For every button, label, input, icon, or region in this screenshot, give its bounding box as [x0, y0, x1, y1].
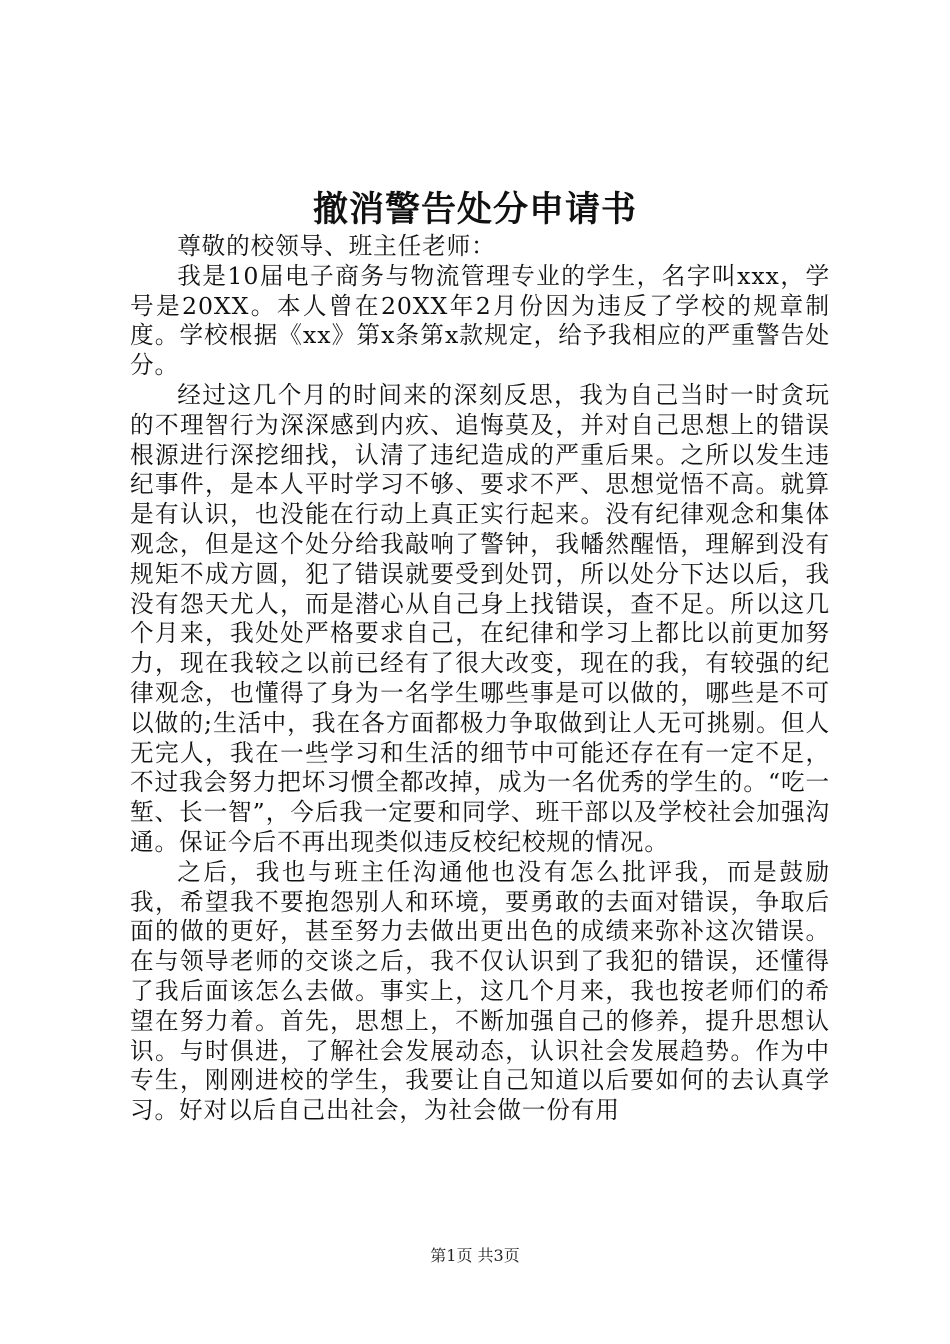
- paragraph-3: 之后，我也与班主任沟通他也没有怎么批评我，而是鼓励我，希望我不要抱怨别人和环境，要勇敢的去面对错误，争取后面的做的更好，甚至努力去做出更出色的成绩来弥补这次错误。在与领导老师的交谈之后，我不仅认识到了我犯的错误，还懂得了我后面该怎么去做。事实上，这几个月来，我也按老师们的希望在努力着。首先，思想上，不断加强自己的修养，提升思想认识。与时俱进，了解社会发展动态，认识社会发展趋势。作为中专生，刚刚进校的学生，我要让自己知道以后要如何的去认真学习。好对以后自己出社会，为社会做一份有用: [130, 857, 830, 1125]
- paragraph-1: 我是10届电子商务与物流管理专业的学生，名字叫xxx，学号是20XX。本人曾在20XX年2月份因为违反了学校的规章制度。学校根据《xx》第x条第x款规定，给予我相应的严重警告处分。: [130, 261, 830, 380]
- paragraph-2: 经过这几个月的时间来的深刻反思，我为自己当时一时贪玩的不理智行为深深感到内疚、追悔莫及，并对自己思想上的错误根源进行深挖细找，认清了违纪造成的严重后果。之所以发生违纪事件，是本人平时学习不够、要求不严、思想觉悟不高。就算是有认识，也没能在行动上真正实行起来。没有纪律观念和集体观念，但是这个处分给我敲响了警钟，我幡然醒悟，理解到没有规矩不成方圆，犯了错误就要受到处罚，所以处分下达以后，我没有怨天尤人，而是潜心从自己身上找错误，查不足。所以这几个月来，我处处严格要求自己，在纪律和学习上都比以前更加努力，现在我较之以前已经有了很大改变，现在的我，有较强的纪律观念，也懂得了身为一名学生哪些事是可以做的，哪些是不可以做的;生活中，我在各方面都极力争取做到让人无可挑剔。但人无完人，我在一些学习和生活的细节中可能还存在有一定不足，不过我会努力把坏习惯全都改掉，成为一名优秀的学生的。“吃一堑、长一智”，今后我一定要和同学、班干部以及学校社会加强沟通。保证今后不再出现类似违反校纪校规的情况。: [130, 380, 830, 856]
- salutation: 尊敬的校领导、班主任老师：: [177, 232, 496, 260]
- page-footer: 第1页 共3页: [430, 1246, 520, 1265]
- document-body: [130, 232, 830, 1126]
- page-title: 撤消警告处分申请书: [312, 189, 637, 230]
